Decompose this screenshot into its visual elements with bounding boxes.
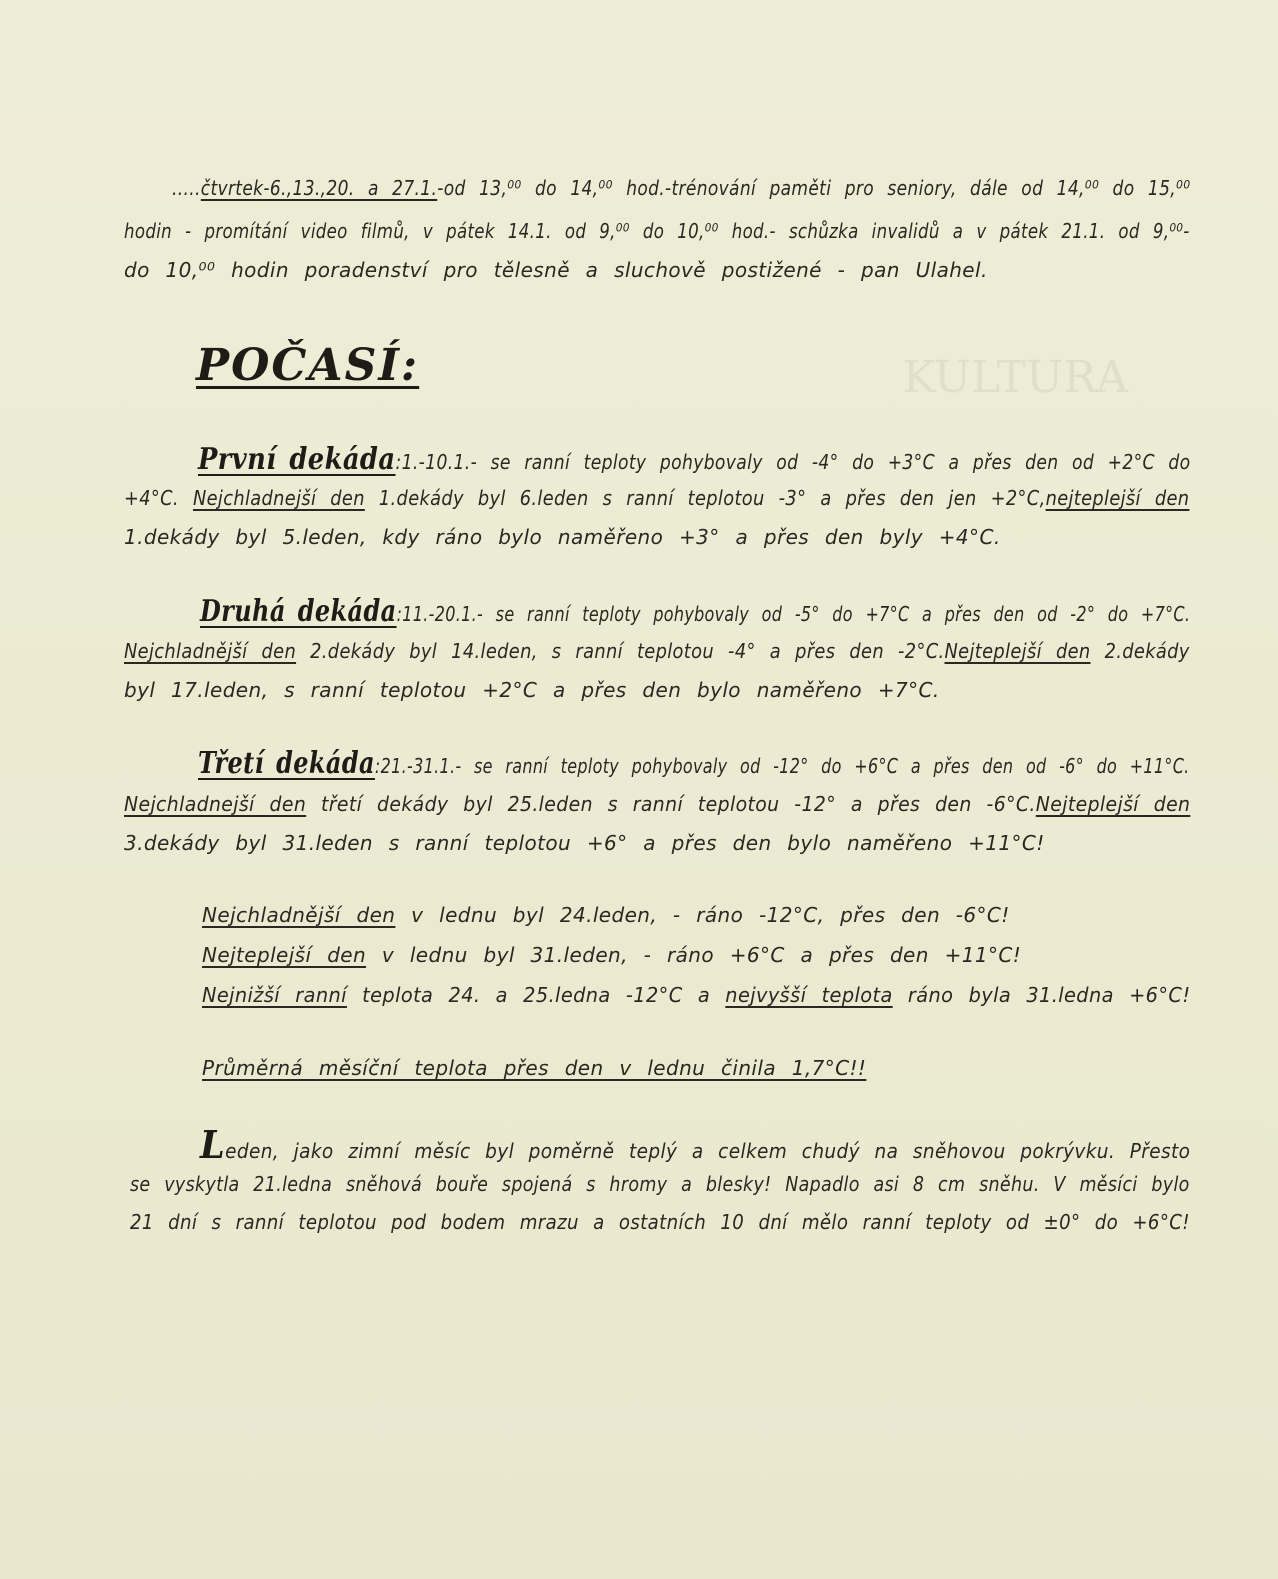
closing-line-2: se vyskytla 21.ledna sněhová bouře spojená s hromy a blesky! Napadlo asi 8 cm sněhu. V měsíci bylo (130, 1172, 1190, 1196)
second-decade-text-2b: 2.dekády byl 14.leden, s ranní teplotou -4° a přes den -2°C. (296, 639, 945, 663)
intro-line-1-rest: -od 13,⁰⁰ do 14,⁰⁰ hod.-trénování paměti pro seniory, dále od 14,⁰⁰ do 15,⁰⁰ (437, 176, 1191, 200)
summary-extremes (202, 983, 1190, 1007)
third-coldest-label: Nejchladnejší den (124, 792, 307, 816)
summary-coldest (202, 903, 1010, 927)
second-decade-text-1: :11.-20.1.- se ranní teploty pohybovaly od -5° do +7°C a přes den od -2° do +7°C. (396, 602, 1191, 626)
summary-coldest-label: Nejchladnější den (202, 903, 396, 927)
intro-dates: čtvrtek-6.,13.,20. a 27.1. (200, 176, 438, 200)
third-decade-line-3: 3.dekády byl 31.leden s ranní teplotou +6° a přes den bylo naměřeno +11°C! (124, 831, 1045, 855)
intro-line-2: hodin - promítání video filmů, v pátek 14.1. od 9,⁰⁰ do 10,⁰⁰ hod.- schůzka invalidů a v pátek 21.1. od 9,⁰⁰- (124, 219, 1190, 243)
first-decade-text-2b: 1.dekády byl 6.leden s ranní teplotou -3° a přes den jen +2°C, (364, 486, 1046, 510)
drop-capital: L (200, 1122, 226, 1167)
first-decade-text-1: :1.-10.1.- se ranní teploty pohybovaly od -4° do +3°C a přes den od +2°C do (395, 450, 1191, 474)
third-warmest-label: Nejteplejší den (1035, 792, 1191, 816)
summary-extremes-text-a: teplota 24. a 25.ledna -12°C a (346, 983, 726, 1007)
third-decade-text-2b: třetí dekády byl 25.leden s ranní teplotou -12° a přes den -6°C. (306, 792, 1036, 816)
summary-warmest (202, 943, 1021, 967)
page-title: POČASÍ: (196, 340, 420, 391)
summary-warmest-text: v lednu byl 31.leden, - ráno +6°C a přes den +11°C! (366, 943, 1022, 967)
summary-lowest-label: Nejnižší ranní (202, 983, 347, 1007)
show-through-text: KULTURA (902, 352, 1128, 403)
first-decade-line-2 (124, 486, 1189, 510)
closing-text-1: eden, jako zimní měsíc byl poměrně teplý a celkem chudý na sněhovou pokrývku. Přesto (225, 1139, 1191, 1163)
first-decade-title: První dekáda (198, 442, 396, 477)
first-decade-text-2a: +4°C. (124, 486, 179, 510)
second-coldest-label: Nejchladnější den (124, 639, 297, 663)
intro-prefix: ..... (172, 176, 201, 200)
third-decade-line-2 (124, 792, 1190, 816)
summary-coldest-text: v lednu byl 24.leden, - ráno -12°C, přes den -6°C! (395, 903, 1010, 927)
third-decade-line-1 (198, 746, 1190, 781)
third-decade-text-1: :21.-31.1.- se ranní teploty pohybovaly od -12° do +6°C a přes den od -6° do +11°C. (374, 754, 1190, 778)
first-coldest-label: Nejchladnejší den (192, 486, 365, 510)
first-decade-line-1 (198, 442, 1190, 477)
third-decade-title: Třetí dekáda (198, 746, 375, 781)
second-decade-text-2c: 2.dekády (1090, 639, 1190, 663)
second-warmest-label: Nejteplejší den (944, 639, 1091, 663)
first-decade-line-3: 1.dekády byl 5.leden, kdy ráno bylo naměřeno +3° a přes den byly +4°C. (124, 525, 1001, 549)
first-warmest-label: nejteplejší den (1045, 486, 1190, 510)
average-temperature: Průměrná měsíční teplota přes den v lednu činila 1,7°C!! (202, 1056, 867, 1080)
summary-highest-label: nejvyšší teplota (725, 983, 893, 1007)
intro-line-1 (172, 176, 1190, 200)
second-decade-title: Druhá dekáda (200, 594, 397, 629)
second-decade-line-2 (124, 639, 1190, 663)
intro-line-3: do 10,⁰⁰ hodin poradenství pro tělesně a sluchově postižené - pan Ulahel. (124, 258, 988, 282)
second-decade-line-1 (200, 594, 1190, 629)
closing-line-1 (200, 1122, 1190, 1167)
summary-extremes-text-b: ráno byla 31.ledna +6°C! (892, 983, 1191, 1007)
closing-line-3: 21 dní s ranní teplotou pod bodem mrazu a ostatních 10 dní mělo ranní teploty od ±0° do +6°C! (130, 1210, 1190, 1234)
second-decade-line-3: byl 17.leden, s ranní teplotou +2°C a přes den bylo naměřeno +7°C. (124, 678, 940, 702)
summary-warmest-label: Nejteplejší den (202, 943, 367, 967)
